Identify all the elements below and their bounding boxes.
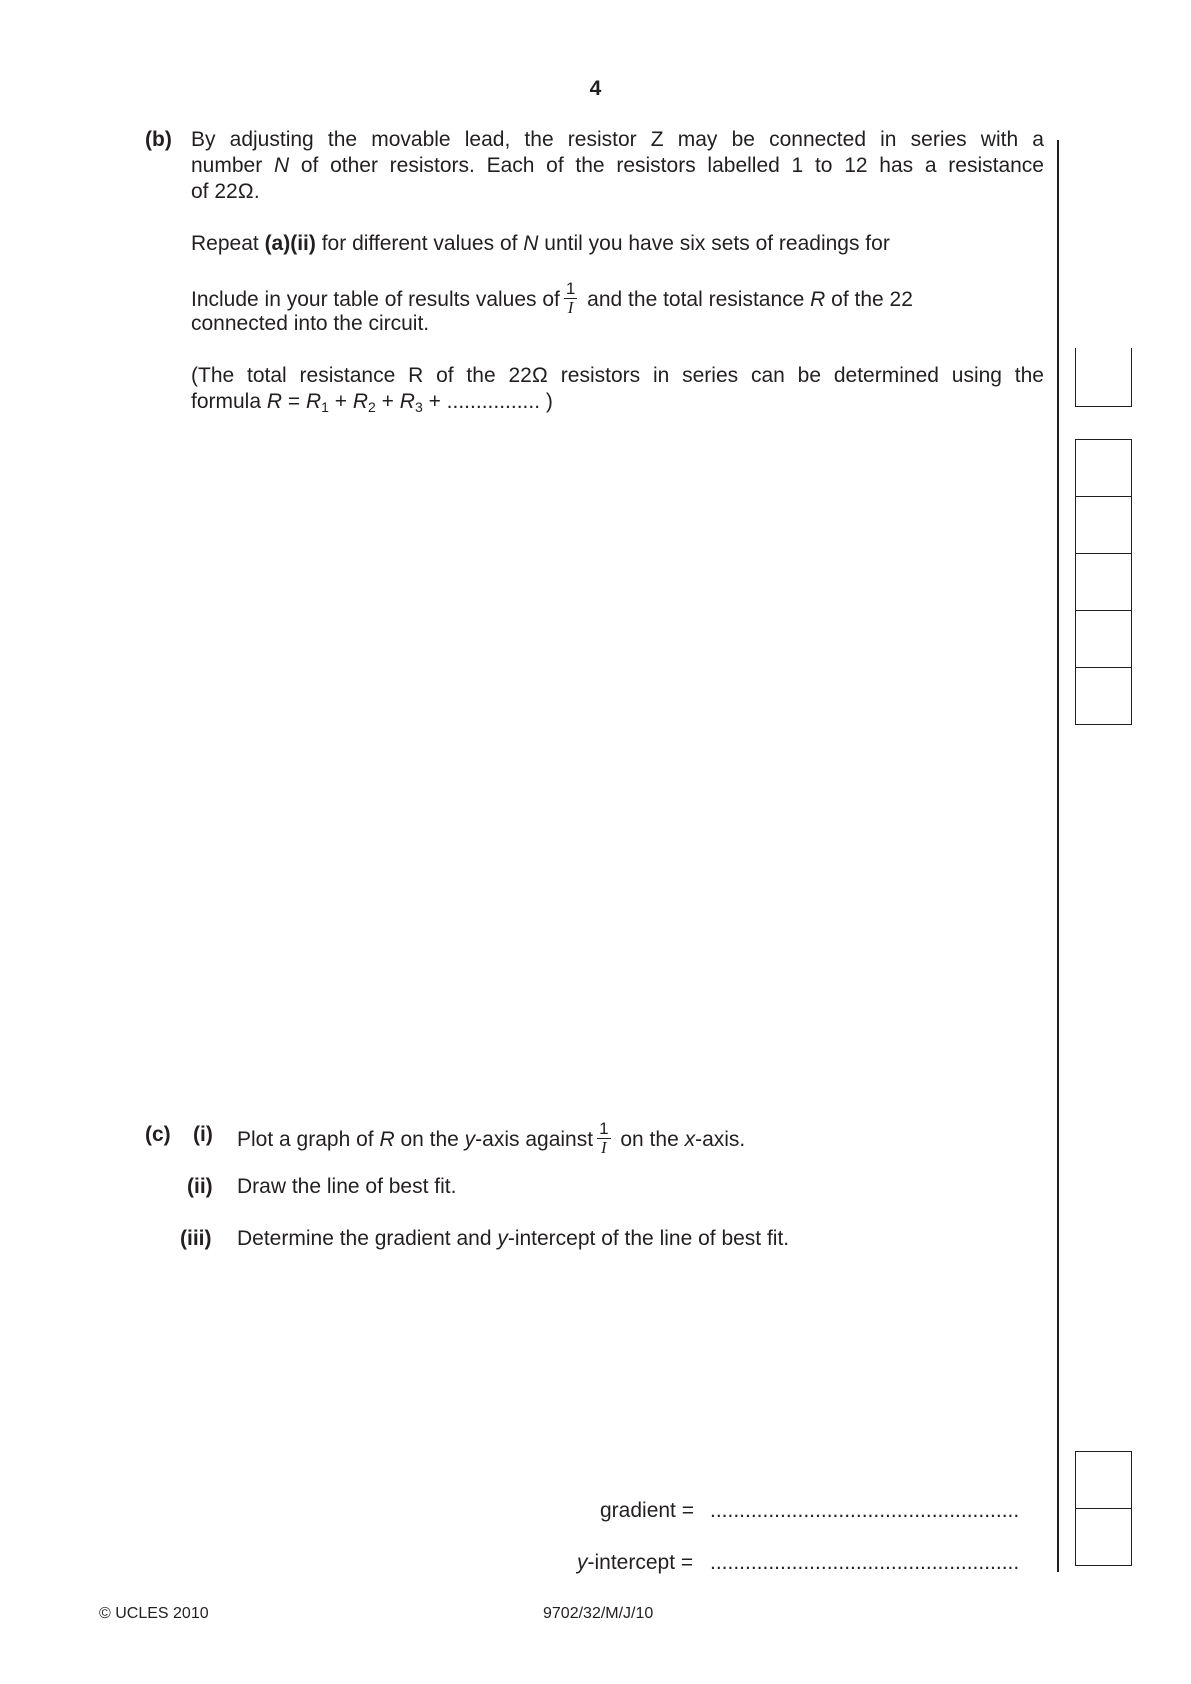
c-iii-y: y [497,1227,508,1250]
examiner-mark-box [1075,496,1132,554]
part-b-line-2-a: number [191,154,274,177]
repeat-text-b: for different values of [315,232,524,255]
examiner-mark-box [1075,439,1132,497]
formula-equals: = [282,390,306,413]
formula-plus-1: + [328,390,353,413]
part-c-label: (c) [145,1123,171,1146]
formula-tail: + ................ ) [422,390,553,413]
gradient-answer-line[interactable]: ..................................................... [710,1499,1020,1522]
formula-plus-2: + [375,390,400,413]
fraction-numerator: 1 [565,279,576,298]
fraction-denominator: I [567,298,574,317]
formula-R: R [266,390,283,413]
formula-R3: R [399,390,415,413]
part-b-formula [191,389,553,415]
part-b-line-1: By adjusting the movable lead, the resistor Z may be connected in series with a [191,128,1044,151]
c-i-y: y [464,1128,476,1152]
part-b-line-2-b: of other resistors. Each of the resistors labelled 1 to 12 has a resistance [289,154,1044,177]
c-i-text-d: on the [614,1128,685,1152]
formula-text: formula [191,390,267,413]
repeat-reference: (a)(ii) [264,232,316,255]
part-b-line-3: of 22Ω. [191,180,260,203]
c-iii-text-b: -intercept of the line of best fit. [507,1227,790,1250]
part-b-line-2 [191,153,1044,179]
one-over-I-fraction [564,280,577,317]
part-c-i-label: (i) [193,1123,213,1146]
part-b-label: (b) [145,128,172,151]
c-iii-text-a: Determine the gradient and [237,1227,498,1250]
examiner-margin-line [1057,140,1059,1572]
include-text-b: and the total resistance [581,288,811,312]
y-intercept-text: -intercept = [587,1551,694,1574]
c-i-R: R [379,1128,395,1152]
include-text-c: of the 22 [825,288,913,312]
c-i-x: x [684,1128,696,1152]
part-b-include-line-2: connected into the circuit. [191,312,430,335]
examiner-mark-box [1075,610,1132,668]
examiner-mark-box [1075,553,1132,611]
c-i-fraction-numerator: 1 [599,1119,609,1138]
c-i-text-b: on the [394,1128,465,1152]
formula-sub-3: 3 [414,399,423,415]
gradient-label: gradient = [600,1499,694,1522]
c-i-fraction-denominator: I [600,1138,607,1157]
examiner-mark-box [1075,1451,1132,1509]
examiner-mark-box-open [1075,348,1132,407]
part-c-ii-label: (ii) [187,1175,213,1198]
include-R: R [810,288,826,312]
formula-R2: R [352,390,369,413]
paper-code: 9702/32/M/J/10 [543,1605,654,1622]
y-intercept-label [577,1550,693,1576]
repeat-text-c: until you have six sets of readings for [538,232,890,255]
include-text-a: Include in your table of results values of [191,288,560,312]
part-b-note-line-1: (The total resistance R of the 22Ω resistors in series can be determined using the [191,364,1044,387]
examiner-mark-box [1075,667,1132,725]
part-b-line-2-N: N [273,154,290,177]
part-b-repeat-instruction [191,231,890,257]
formula-sub-1: 1 [321,399,329,415]
part-c-i-text [237,1119,746,1159]
repeat-N: N [523,232,539,255]
page-number: 4 [589,77,602,100]
formula-R1: R [305,390,322,413]
copyright: © UCLES 2010 [99,1605,209,1622]
y-intercept-y: y [577,1551,588,1574]
part-c-iii-label: (iii) [180,1227,212,1250]
c-i-text-e: -axis. [695,1128,746,1152]
c-i-fraction [597,1120,610,1157]
c-i-text-a: Plot a graph of [237,1128,380,1152]
formula-sub-2: 2 [368,399,376,415]
c-i-text-c: -axis against [475,1128,594,1152]
y-intercept-answer-line[interactable]: ..................................................... [710,1551,1020,1574]
examiner-mark-box [1075,1508,1132,1566]
part-c-iii-text [237,1226,789,1252]
part-c-ii-text: Draw the line of best fit. [237,1175,457,1198]
repeat-text-a: Repeat [191,232,265,255]
